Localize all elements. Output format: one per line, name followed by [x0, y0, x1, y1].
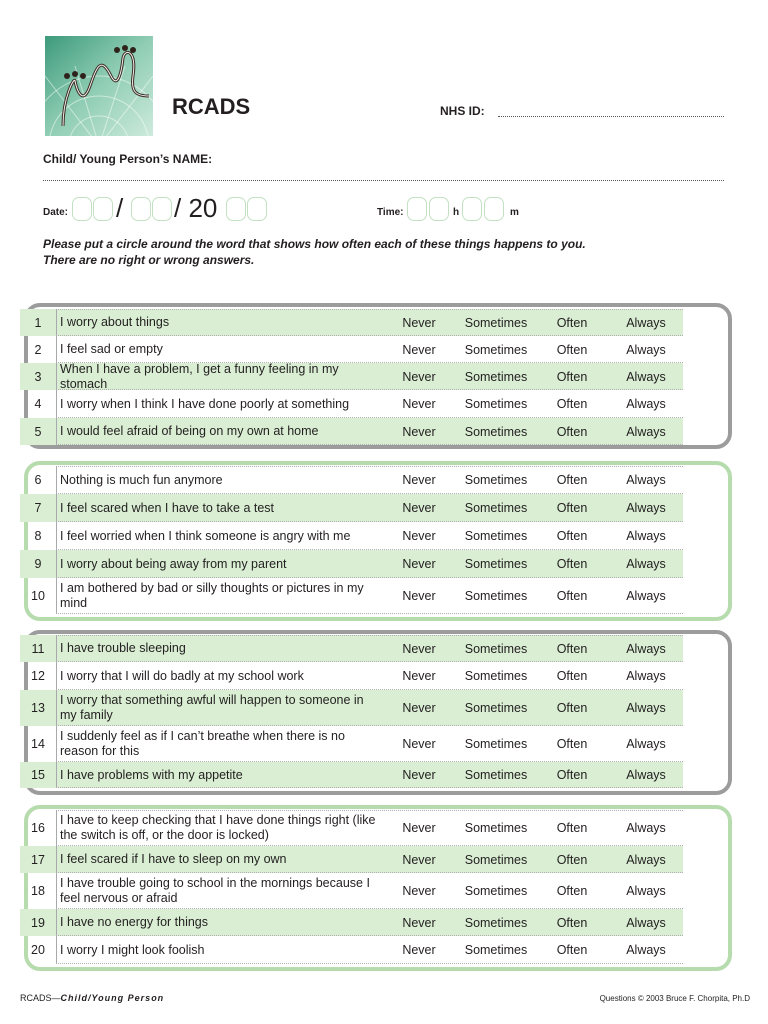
option-never[interactable]: Never [402, 915, 436, 930]
time-hour-box-1[interactable] [407, 197, 427, 221]
option-always[interactable]: Always [626, 529, 666, 543]
option-always[interactable]: Always [626, 768, 666, 782]
row-divider [56, 936, 57, 964]
option-never[interactable]: Never [402, 529, 436, 543]
question-row [20, 690, 683, 726]
option-never[interactable]: Never [402, 821, 436, 835]
name-label: Child/ Young Person’s NAME: [43, 152, 213, 166]
hour-suffix: h [453, 207, 460, 218]
option-always[interactable]: Always [626, 943, 666, 957]
row-divider [56, 762, 57, 788]
question-row [20, 635, 683, 662]
question-number: 1 [34, 315, 42, 330]
question-row [20, 363, 683, 390]
date-label: Date: [43, 207, 69, 218]
instructions-line-1: Please put a circle around the word that shows how often each of these things happens to you. [43, 237, 586, 251]
instructions-line-2: There are no right or wrong answers. [43, 253, 255, 267]
question-number: 7 [34, 501, 42, 515]
question-text: I worry that I will do badly at my school work [60, 668, 304, 683]
option-sometimes[interactable]: Sometimes [464, 424, 528, 439]
option-sometimes[interactable]: Sometimes [464, 884, 528, 898]
option-often[interactable]: Often [556, 342, 588, 357]
option-always[interactable]: Always [626, 557, 666, 571]
option-never[interactable]: Never [402, 768, 436, 782]
question-number: 16 [31, 821, 45, 835]
option-often[interactable]: Often [556, 473, 588, 487]
question-number: 14 [31, 737, 45, 751]
question-number: 6 [34, 473, 42, 487]
option-always[interactable]: Always [626, 589, 666, 603]
row-divider [56, 635, 57, 662]
question-text: I worry that something awful will happen to someone in my family [60, 693, 364, 722]
row-divider [56, 550, 57, 578]
option-always[interactable]: Always [626, 884, 666, 898]
option-sometimes[interactable]: Sometimes [464, 589, 528, 603]
option-sometimes[interactable]: Sometimes [464, 669, 528, 683]
question-row [20, 466, 683, 494]
row-bottom-divider [56, 787, 683, 788]
question-number: 3 [34, 369, 42, 384]
question-row [20, 522, 683, 550]
rcads-logo [45, 36, 153, 136]
question-row [20, 873, 683, 909]
question-text: I have trouble going to school in the mornings because I feel nervous or afraid [60, 876, 370, 905]
option-never[interactable]: Never [402, 669, 436, 683]
row-bottom-divider [56, 613, 683, 614]
option-often[interactable]: Often [556, 768, 588, 782]
question-row [20, 550, 683, 578]
question-text: I worry about being away from my parent [60, 556, 287, 571]
question-row [20, 390, 683, 418]
option-never[interactable]: Never [402, 473, 436, 487]
option-often[interactable]: Often [556, 557, 588, 571]
option-never[interactable]: Never [402, 641, 436, 656]
question-row [20, 936, 683, 964]
question-number: 15 [31, 768, 45, 782]
question-row [20, 494, 683, 522]
date-day-box-2[interactable] [93, 197, 113, 221]
option-often[interactable]: Often [556, 397, 588, 411]
time-hour-box-2[interactable] [429, 197, 449, 221]
name-field[interactable] [43, 180, 724, 181]
option-often[interactable]: Often [556, 424, 588, 439]
option-sometimes[interactable]: Sometimes [464, 768, 528, 782]
row-divider [56, 726, 57, 762]
question-text: I have problems with my appetite [60, 767, 243, 782]
option-often[interactable]: Often [556, 821, 588, 835]
option-often[interactable]: Often [556, 943, 588, 957]
question-text: Nothing is much fun anymore [60, 472, 223, 487]
question-number: 19 [31, 915, 45, 930]
question-text: I feel scared when I have to take a test [60, 500, 275, 515]
row-divider [56, 873, 57, 909]
option-always[interactable]: Always [626, 473, 666, 487]
option-often[interactable]: Often [556, 589, 588, 603]
question-text: I feel scared if I have to sleep on my own [60, 852, 287, 866]
option-always[interactable]: Always [626, 737, 666, 751]
option-always[interactable]: Always [626, 915, 666, 930]
option-sometimes[interactable]: Sometimes [464, 641, 528, 656]
question-number: 4 [34, 397, 42, 411]
question-row [20, 846, 683, 873]
option-sometimes[interactable]: Sometimes [464, 501, 528, 515]
question-row [20, 662, 683, 690]
time-minute-box-2[interactable] [484, 197, 504, 221]
row-divider [56, 418, 57, 445]
footer-copyright: Questions © 2003 Bruce F. Chorpita, Ph.D [599, 994, 750, 1003]
option-often[interactable]: Often [556, 701, 588, 715]
question-text: I feel worried when I think someone is angry with me [60, 528, 351, 543]
option-often[interactable]: Often [556, 501, 588, 515]
question-number: 10 [31, 589, 45, 603]
option-sometimes[interactable]: Sometimes [464, 557, 528, 571]
question-text: I am bothered by bad or silly thoughts or pictures in my mind [60, 581, 364, 610]
question-text: I worry about things [60, 315, 170, 329]
option-often[interactable]: Often [556, 529, 588, 543]
question-row [20, 909, 683, 936]
option-sometimes[interactable]: Sometimes [464, 342, 528, 357]
option-never[interactable]: Never [402, 424, 436, 439]
option-sometimes[interactable]: Sometimes [464, 397, 528, 411]
option-often[interactable]: Often [556, 315, 588, 330]
option-always[interactable]: Always [626, 501, 666, 515]
question-number: 5 [34, 424, 42, 439]
row-divider [56, 690, 57, 726]
option-always[interactable]: Always [626, 315, 666, 330]
question-number: 13 [31, 701, 45, 715]
option-always[interactable]: Always [626, 342, 666, 357]
question-number: 18 [31, 884, 45, 898]
date-separator: / [116, 193, 124, 223]
option-never[interactable]: Never [402, 557, 436, 571]
option-sometimes[interactable]: Sometimes [464, 943, 528, 957]
option-sometimes[interactable]: Sometimes [464, 529, 528, 543]
option-always[interactable]: Always [626, 852, 666, 867]
minute-suffix: m [510, 207, 519, 218]
option-sometimes[interactable]: Sometimes [464, 473, 528, 487]
instructions [43, 236, 743, 268]
question-row [20, 810, 683, 846]
row-divider [56, 363, 57, 390]
row-divider [56, 810, 57, 846]
row-bottom-divider [56, 963, 683, 964]
row-divider [56, 466, 57, 494]
question-text: I would feel afraid of being on my own at home [60, 424, 319, 438]
nhs-id-label: NHS ID: [440, 104, 485, 118]
option-never[interactable]: Never [402, 852, 436, 867]
question-number: 12 [31, 669, 45, 683]
question-number: 9 [34, 557, 42, 571]
option-sometimes[interactable]: Sometimes [464, 369, 528, 384]
row-divider [56, 336, 57, 363]
question-text: I have to keep checking that I have done things right (like the switch is off, or the door is locked) [60, 813, 376, 842]
date-year-box-1[interactable] [226, 197, 246, 221]
date-day-box-1[interactable] [72, 197, 92, 221]
option-never[interactable]: Never [402, 501, 436, 515]
year-prefix: / 20 [174, 193, 218, 223]
option-sometimes[interactable]: Sometimes [464, 852, 528, 867]
option-often[interactable]: Often [556, 737, 588, 751]
option-never[interactable]: Never [402, 369, 436, 384]
question-text: I worry when I think I have done poorly at something [60, 396, 350, 411]
question-number: 17 [31, 852, 45, 867]
date-month-box-1[interactable] [131, 197, 151, 221]
row-bottom-divider [56, 444, 683, 445]
option-often[interactable]: Often [556, 915, 588, 930]
row-divider [56, 578, 57, 614]
option-always[interactable]: Always [626, 641, 666, 656]
row-divider [56, 309, 57, 336]
question-text: I have no energy for things [60, 915, 209, 929]
option-never[interactable]: Never [402, 884, 436, 898]
row-divider [56, 909, 57, 936]
question-row [20, 309, 683, 336]
option-often[interactable]: Often [556, 369, 588, 384]
option-always[interactable]: Always [626, 369, 666, 384]
option-never[interactable]: Never [402, 943, 436, 957]
option-always[interactable]: Always [626, 669, 666, 683]
option-sometimes[interactable]: Sometimes [464, 315, 528, 330]
option-never[interactable]: Never [402, 589, 436, 603]
option-often[interactable]: Often [556, 884, 588, 898]
option-sometimes[interactable]: Sometimes [464, 915, 528, 930]
question-row [20, 726, 683, 762]
option-always[interactable]: Always [626, 424, 666, 439]
footer-prefix: RCADS— [20, 993, 61, 1003]
option-always[interactable]: Always [626, 701, 666, 715]
date-month-box-2[interactable] [152, 197, 172, 221]
footer-left [20, 993, 164, 1003]
question-row [20, 762, 683, 788]
footer-italic: Child/Young Person [60, 993, 165, 1003]
question-text: I have trouble sleeping [60, 641, 186, 655]
option-always[interactable]: Always [626, 397, 666, 411]
time-label: Time: [377, 207, 404, 218]
question-text: I feel sad or empty [60, 342, 163, 356]
question-text: I worry I might look foolish [60, 942, 205, 957]
option-often[interactable]: Often [556, 669, 588, 683]
option-never[interactable]: Never [402, 342, 436, 357]
time-minute-box-1[interactable] [462, 197, 482, 221]
question-number: 11 [31, 641, 45, 656]
date-year-box-2[interactable] [247, 197, 267, 221]
option-never[interactable]: Never [402, 397, 436, 411]
option-never[interactable]: Never [402, 737, 436, 751]
question-number: 2 [34, 342, 42, 357]
row-divider [56, 494, 57, 522]
option-often[interactable]: Often [556, 641, 588, 656]
nhs-id-field[interactable] [498, 116, 724, 117]
row-divider [56, 390, 57, 418]
option-always[interactable]: Always [626, 821, 666, 835]
question-row [20, 418, 683, 445]
question-number: 20 [31, 943, 45, 957]
option-sometimes[interactable]: Sometimes [464, 701, 528, 715]
row-divider [56, 522, 57, 550]
form-title: RCADS [172, 94, 251, 119]
question-text: When I have a problem, I get a funny feeling in my stomach [60, 361, 339, 391]
question-row [20, 578, 683, 614]
option-sometimes[interactable]: Sometimes [464, 737, 528, 751]
question-number: 8 [34, 529, 42, 543]
question-row [20, 336, 683, 363]
option-often[interactable]: Often [556, 852, 588, 867]
option-never[interactable]: Never [402, 701, 436, 715]
option-never[interactable]: Never [402, 315, 436, 330]
question-text: I suddenly feel as if I can’t breathe when there is no reason for this [60, 729, 345, 758]
row-divider [56, 846, 57, 873]
option-sometimes[interactable]: Sometimes [464, 821, 528, 835]
row-divider [56, 662, 57, 690]
